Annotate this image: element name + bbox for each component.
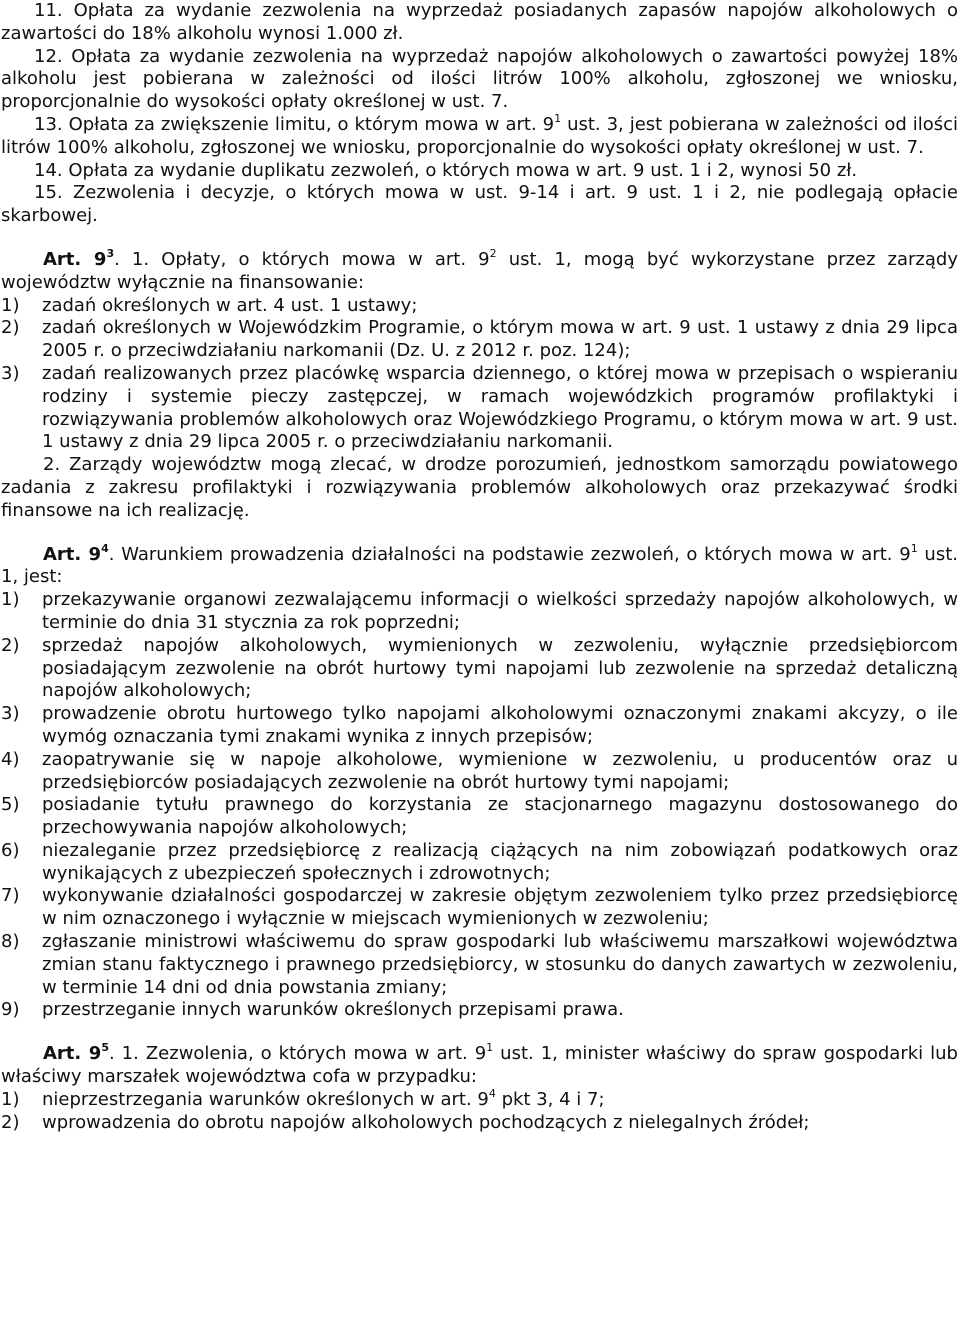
list-item: 2) wprowadzenia do obrotu napojów alkoholowych pochodzących z nielegalnych źródeł; (1, 1111, 810, 1133)
list-item: 2) sprzedaż napojów alkoholowych, wymienionych w zezwoleniu, wyłącznie przedsiębiorcom posiadającym zezwolenie na obrót hurtowy tymi napojami lub zezwolenie na sprzedaż detaliczną napojów alkoholowych; (1, 634, 958, 702)
article-9-3 (1, 246, 958, 523)
article-9-3-label: Art. $9^3$ (43, 246, 115, 270)
article-9-5-intro: Art. $9^5$. 1. Zezwolenia, o których mowa w art. $9^1$ ust. 1, minister właściwy do spraw gospodarki lub właściwy marszałek województwa cofa w przypadku: (1, 1041, 958, 1088)
list-item: 1) zadań określonych w art. 4 ust. 1 ustawy; (1, 294, 418, 316)
list-item: 7) wykonywanie działalności gospodarczej w zakresie objętym zezwoleniem tylko przez przedsiębiorcę w nim oznaczonego i wyłącznie w miejscach wymienionych w zezwoleniu; (1, 885, 958, 930)
list-item: 2) zadań określonych w Wojewódzkim Programie, o którym mowa w art. 9 ust. 1 ustawy z dnia 29 lipca 2005 r. o przeciwdziałaniu narkomanii (Dz. U. z 2012 r. poz. 124); (1, 317, 958, 362)
paragraph-15: 15. Zezwolenia i decyzje, o których mowa w ust. 9-14 i art. 9 ust. 1 i 2, nie podlegają opłacie skarbowej. (1, 182, 958, 227)
paragraph-13: 13. Opłata za zwiększenie limitu, o którym mowa w art. $9^1$ ust. 3, jest pobierana w zależności od ilości litrów 100% alkoholu, zgłoszonej we wniosku, proporcjonalnie do wysokości opłaty określonej w ust. 7. (1, 111, 959, 158)
article-9-3-list (1, 295, 958, 455)
article-9-4 (1, 541, 958, 1023)
article-9-5 (1, 1043, 958, 1134)
paragraph-14: 14. Opłata za wydanie duplikatu zezwoleń, o których mowa w art. 9 ust. 1 i 2, wynosi 50 zł. (34, 159, 858, 181)
list-item: 1) przekazywanie organowi zezwalającemu informacji o wielkości sprzedaży napojów alkoholowych, w terminie do dnia 31 stycznia za rok poprzedni; (1, 589, 958, 633)
list-item: 4) zaopatrywanie się w napoje alkoholowe, wymienione w zezwoleniu, u producentów oraz u przedsiębiorców posiadających zezwolenie na obrót hurtowy tymi napojami; (1, 748, 958, 793)
article-9-4-label: Art. $9^4$ (43, 541, 109, 565)
article-9-4-list (1, 589, 958, 1022)
article-9-3-paragraph-2: 2. Zarządy województw mogą zlecać, w drodze porozumień, jednostkom samorządu powiatowego zadania z zakresu profilaktyki i rozwiązywania problemów alkoholowych oraz przekazywać środki finansowe na ich realizację. (1, 454, 958, 521)
list-item: 5) posiadanie tytułu prawnego do korzystania ze stacjonarnego magazynu dostosowanego do przechowywania napojów alkoholowych; (1, 794, 958, 839)
article-9-4-intro: Art. $9^4$. Warunkiem prowadzenia działalności na podstawie zezwoleń, o których mowa w art. $9^1$ ust. 1, jest: (1, 541, 958, 588)
list-item: 8) zgłaszanie ministrowi właściwemu do spraw gospodarki lub właściwemu marszałkowi województwa zmian stanu faktycznego i prawnego przedsiębiorcy, w stosunku do danych zawartych w zezwoleniu, w terminie 14 dni od dnia powstania zmiany; (1, 931, 958, 998)
list-item: 6) niezaleganie przez przedsiębiorcę z realizacją ciążących na nim zobowiązań podatkowych oraz wynikających z ubezpieczeń społecznych i zdrowotnych; (1, 839, 958, 884)
paragraph-11: 11. Opłata za wydanie zezwolenia na wyprzedaż posiadanych zapasów napojów alkoholowych o zawartości do 18% alkoholu wynosi 1.000 zł. (1, 0, 958, 44)
article-9-3-paragraph-1: Art. $9^3$. 1. Opłaty, o których mowa w art. $9^2$ ust. 1, mogą być wykorzystane przez zarządy województw wyłącznie na finansowanie: (1, 246, 958, 293)
list-item: 9) przestrzeganie innych warunków określonych przepisami prawa. (1, 999, 624, 1021)
paragraph-12: 12. Opłata za wydanie zezwolenia na wyprzedaż napojów alkoholowych o zawartości powyżej 18% alkoholu jest pobierana w zależności od ilości litrów 100% alkoholu, zgłoszonej we wniosku, proporcjonalnie do wysokości opłaty określonej w ust. 7. (1, 45, 958, 113)
list-item: 3) prowadzenie obrotu hurtowego tylko napojami alkoholowymi oznaczonymi znakami akcyzy, o ile wymóg oznaczania tymi znakami wynika z innych przepisów; (1, 703, 958, 747)
article-9-5-label: Art. $9^5$ (43, 1041, 109, 1065)
list-item: 3) zadań realizowanych przez placówkę wsparcia dziennego, o której mowa w przepisach o wspieraniu rodziny i systemie pieczy zastępczej, w ramach wojewódzkich programów profilaktyki i rozwiązywania problemów alkoholowych oraz Wojewódzkiego Programu, o którym mowa w art. 9 ust. 1 ustawy z dnia 29 lipca 2005 r. o przeciwdziałaniu narkomanii. (1, 362, 958, 453)
article-9-5-list (1, 1086, 958, 1135)
list-item: 1) nieprzestrzegania warunków określonych w art. $9^4$ pkt 3, 4 i 7; (1, 1086, 605, 1110)
